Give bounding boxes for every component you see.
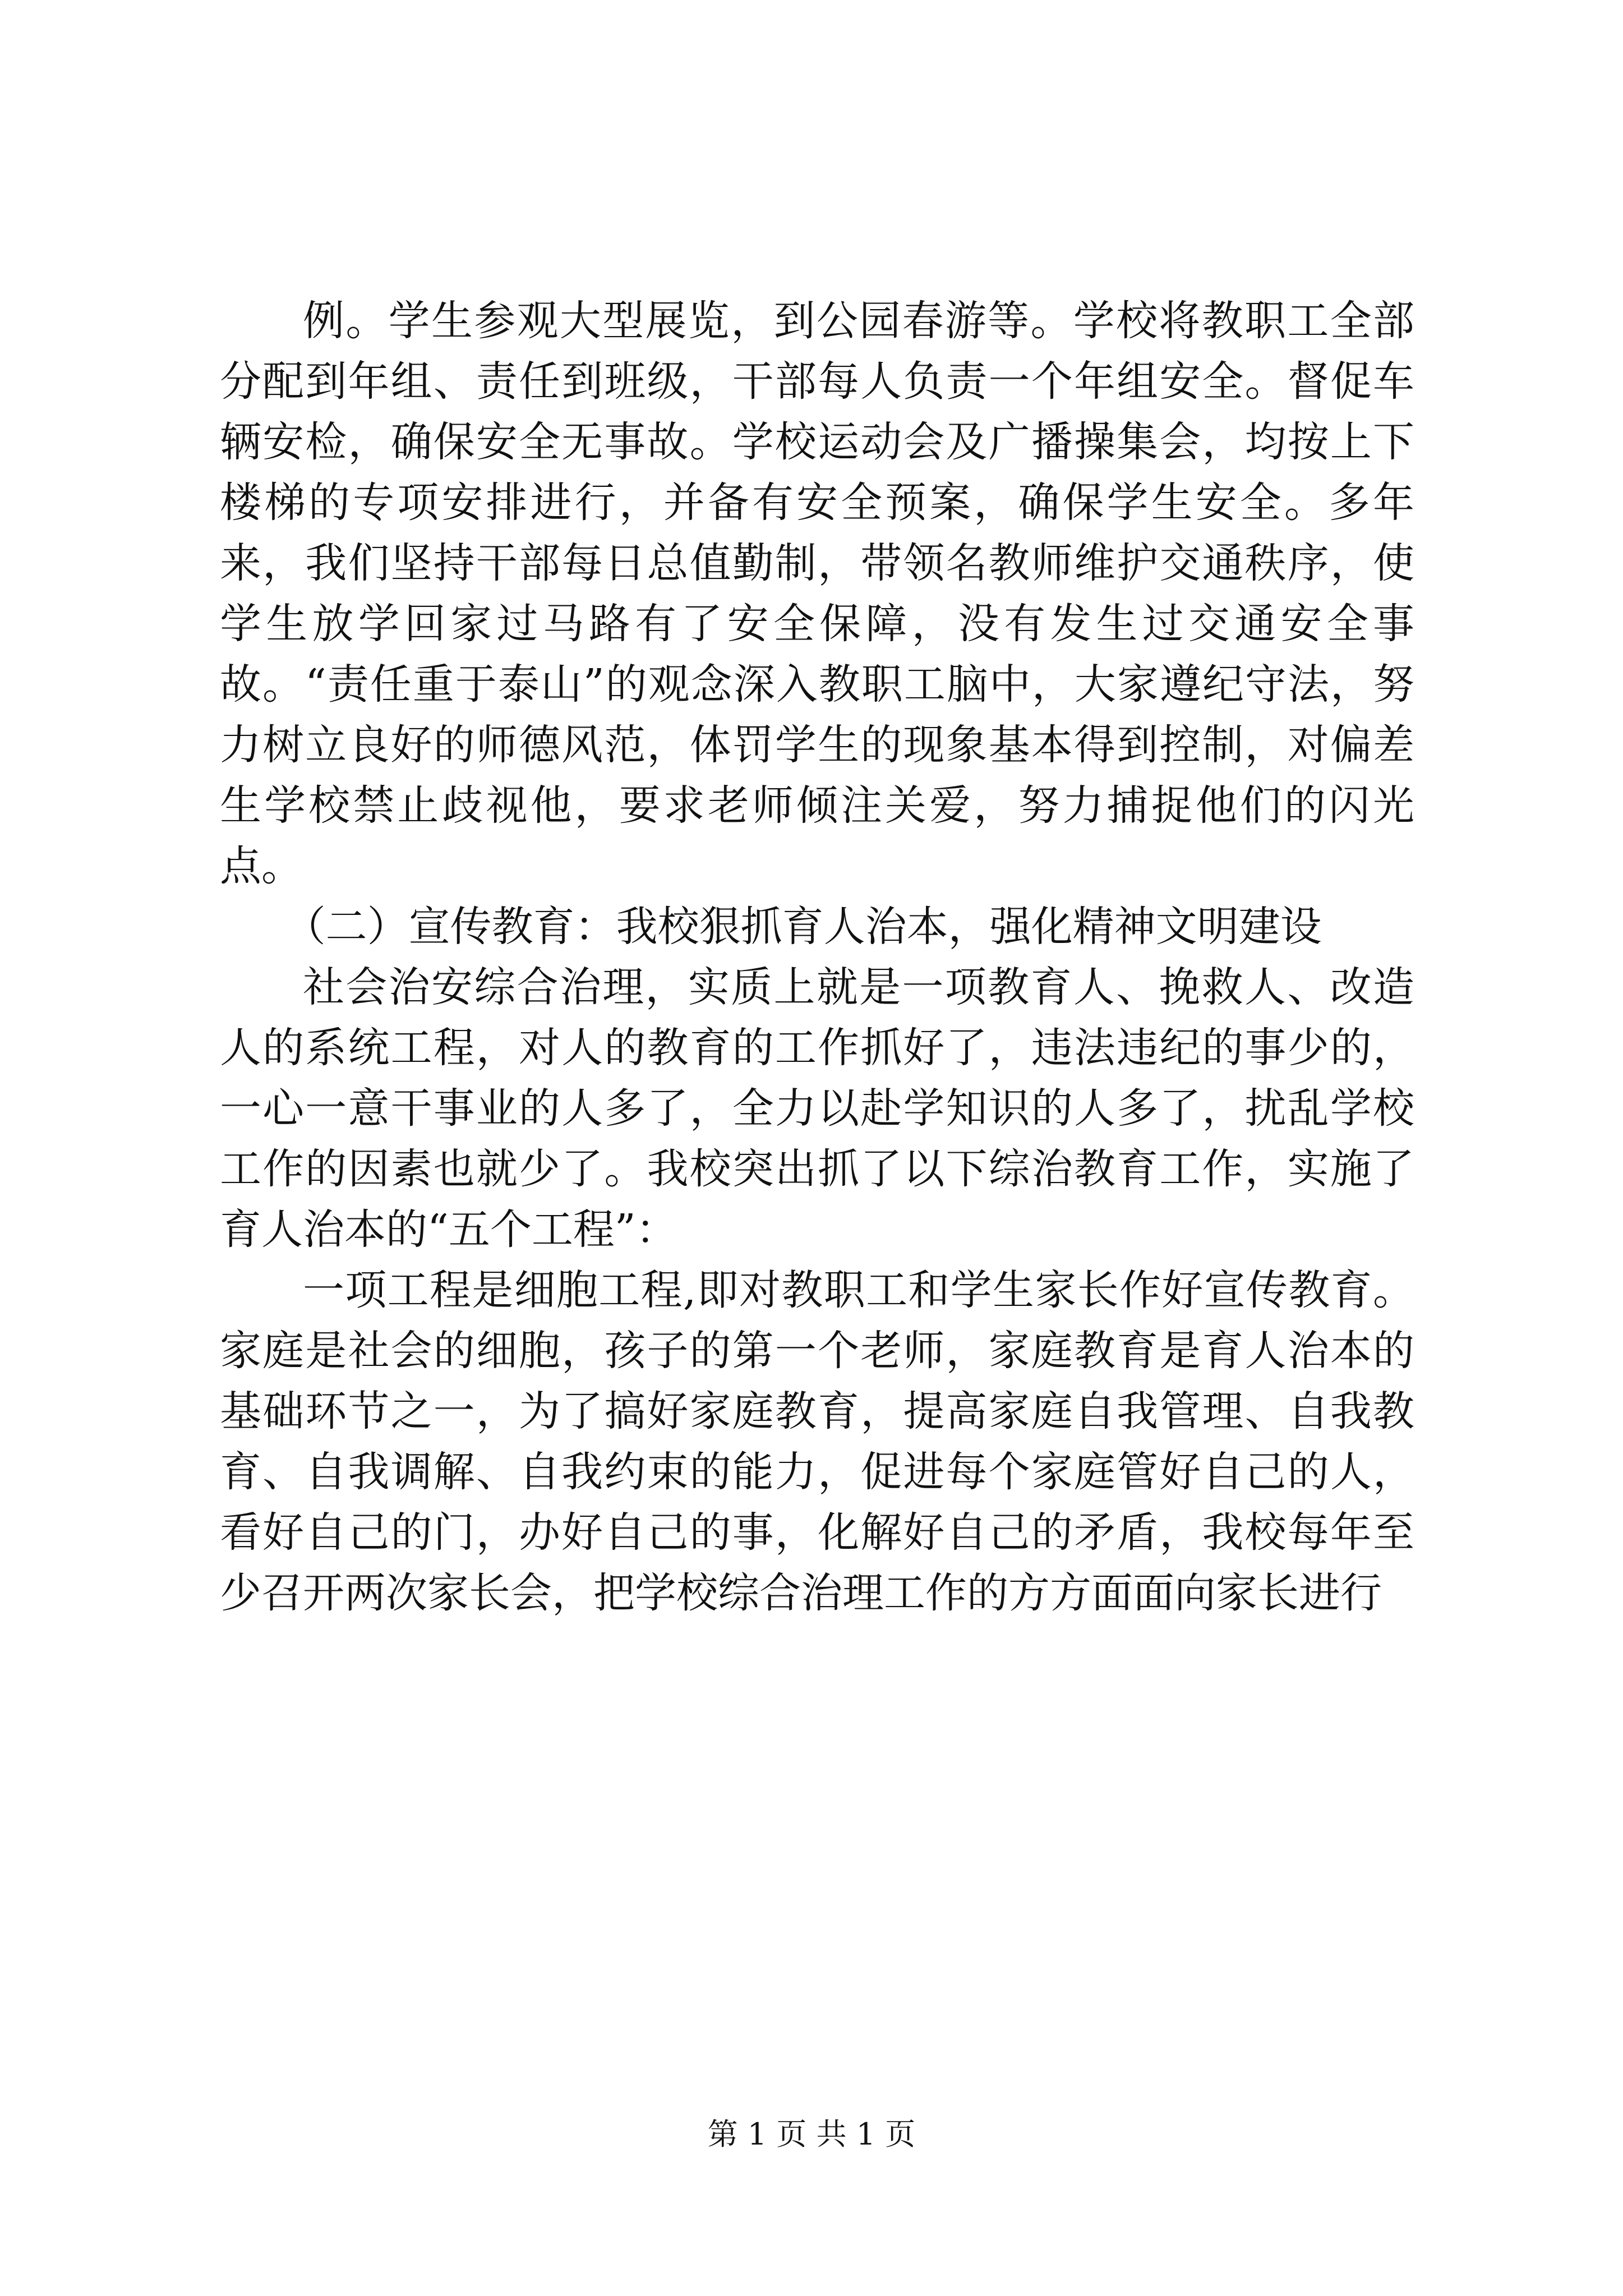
document-body bbox=[220, 291, 1414, 1623]
section-heading-propaganda-education: （二）宣传教育：我校狠抓育人治本，强化精神文明建设 bbox=[284, 903, 1322, 951]
paragraph-comprehensive-governance: 社会治安综合治理，实质上就是一项教育人、挽救人、改造人的系统工程，对人的教育的工作抓好了，违法违纪的事少的，一心一意干事业的人多了，全力以赴学知识的人多了，扰乱学校工作的因素也就少了。我校突出抓了以下综治教育工作，实施了育人治本的“五个工程”： bbox=[220, 963, 1414, 1254]
paragraph-safety-measures: 例。学生参观大型展览，到公园春游等。学校将教职工全部分配到年组、责任到班级，干部每人负责一个年组安全。督促车辆安检，确保安全无事故。学校运动会及广播操集会，均按上下楼梯的专项安排进行，并备有安全预案，确保学生安全。多年来，我们坚持干部每日总值勤制，带领名教师维护交通秩序，使学生放学回家过马路有了安全保障，没有发生过交通安全事故。“责任重于泰山”的观念深入教职工脑中，大家遵纪守法，努力树立良好的师德风范，体罚学生的现象基本得到控制，对偏差生学校禁止歧视他，要求老师倾注关爱，努力捕捉他们的闪光点。 bbox=[220, 297, 1414, 890]
page-number-footer: 第 1 页 共 1 页 bbox=[707, 2116, 916, 2152]
paragraph-cell-project: 一项工程是细胞工程,即对教职工和学生家长作好宣传教育。家庭是社会的细胞，孩子的第一个老师，家庭教育是育人治本的基础环节之一，为了搞好家庭教育，提高家庭自我管理、自我教育、自我调解、自我约束的能力，促进每个家庭管好自己的人，看好自己的门，办好自己的事，化解好自己的矛盾，我校每年至少召开两次家长会，把学校综合治理工作的方方面面向家长进行 bbox=[220, 1266, 1414, 1617]
